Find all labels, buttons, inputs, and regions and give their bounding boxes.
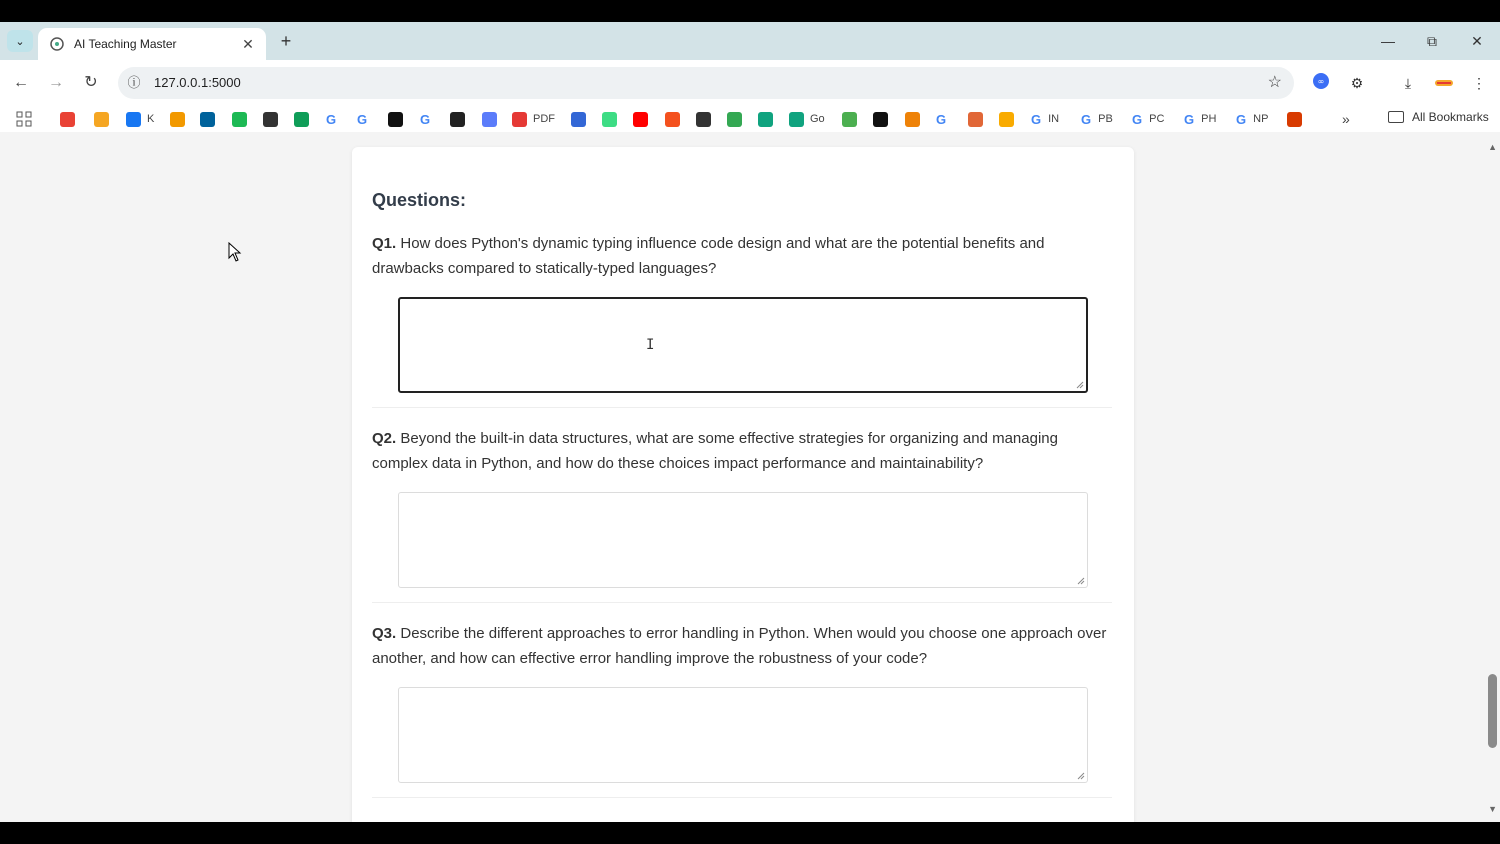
globe-icon: [263, 112, 278, 127]
arrow-icon: [60, 112, 75, 127]
terminal-icon: [873, 112, 888, 127]
bookmark-item[interactable]: [1236, 110, 1268, 128]
google-icon: G: [1236, 111, 1247, 127]
bookmark-label: IN: [1048, 113, 1060, 125]
facebook-icon: [126, 112, 141, 127]
browser-toolbar: [0, 60, 1500, 106]
resize-grip-icon[interactable]: [1077, 577, 1085, 585]
github-icon: [388, 112, 403, 127]
address-bar[interactable]: [118, 67, 1294, 99]
google-icon: G: [420, 111, 431, 127]
pill-icon: [696, 112, 711, 127]
answer-2-textarea[interactable]: [398, 492, 1088, 588]
bookmark-item[interactable]: [905, 110, 923, 128]
question-3: [372, 621, 1112, 671]
bookmark-item[interactable]: [126, 110, 154, 128]
ring-icon: [727, 112, 742, 127]
profile-avatar-icon[interactable]: [1433, 72, 1455, 94]
android-icon: [602, 112, 617, 127]
question-number: Q1.: [372, 235, 397, 252]
bookmark-item[interactable]: [936, 110, 950, 128]
bookmark-item[interactable]: [512, 110, 555, 128]
divider: [372, 602, 1112, 603]
ieee-icon: [200, 112, 215, 127]
bookmark-item[interactable]: [200, 110, 218, 128]
bookmark-item[interactable]: [758, 110, 776, 128]
divider: [372, 407, 1112, 408]
bookmark-label: PC: [1149, 113, 1165, 125]
bookmark-item[interactable]: [1184, 110, 1216, 128]
mouse-pointer-icon: [228, 242, 242, 267]
extensions-puzzle-icon[interactable]: ⚙: [1350, 75, 1364, 91]
close-tab-icon[interactable]: ✕: [242, 35, 254, 52]
cloud-icon: [482, 112, 497, 127]
bookmark-item[interactable]: [294, 110, 312, 128]
bookmark-item[interactable]: [1287, 110, 1305, 128]
bookmark-item[interactable]: [873, 110, 891, 128]
bookmark-item[interactable]: [326, 110, 340, 128]
colab-icon: [999, 112, 1014, 127]
active-tab[interactable]: [38, 28, 266, 60]
bowtie-icon: [571, 112, 586, 127]
answer-1-textarea[interactable]: [398, 297, 1088, 393]
bookmark-item[interactable]: [420, 110, 434, 128]
bookmark-label: PB: [1098, 113, 1113, 125]
youtube-icon: [633, 112, 648, 127]
screen-bottom-border: [0, 822, 1500, 844]
bookmark-item[interactable]: [999, 110, 1017, 128]
svg-text:∞: ∞: [1317, 77, 1325, 86]
bookmark-item[interactable]: [571, 110, 589, 128]
resize-grip-icon[interactable]: [1077, 772, 1085, 780]
bookmark-label: PH: [1201, 113, 1217, 125]
bookmark-item[interactable]: [60, 110, 78, 128]
bookmark-item[interactable]: [1031, 110, 1059, 128]
ai-teaching-favicon-icon: [48, 35, 66, 53]
new-tab-button[interactable]: +: [280, 31, 292, 51]
office-icon: [1287, 112, 1302, 127]
folder-icon: [1388, 111, 1404, 123]
forward-arrow-icon[interactable]: →: [48, 74, 64, 91]
download-icon[interactable]: ⤓: [1404, 75, 1412, 91]
scroll-down-arrow-icon[interactable]: ▼: [1488, 804, 1497, 814]
google-icon: G: [1031, 111, 1042, 127]
answer-3-textarea[interactable]: [398, 687, 1088, 783]
ok-icon: [905, 112, 920, 127]
scroll-up-arrow-icon[interactable]: ▲: [1488, 142, 1497, 152]
ai-icon: [789, 112, 804, 127]
question-number: Q2.: [372, 430, 397, 447]
bookmark-item[interactable]: [602, 110, 620, 128]
google-icon: G: [357, 111, 368, 127]
chart-icon: [170, 112, 185, 127]
bookmark-item[interactable]: [170, 110, 188, 128]
question-2: [372, 426, 1112, 476]
text-cursor-icon: I: [646, 337, 655, 353]
google-icon: G: [326, 111, 337, 127]
bookmark-item[interactable]: [789, 110, 825, 128]
scroll-thumb[interactable]: [1488, 674, 1497, 748]
bookmark-label: PDF: [533, 113, 555, 125]
bookmark-item[interactable]: [94, 110, 112, 128]
google-icon: G: [1081, 111, 1092, 127]
bookmark-star-icon[interactable]: ☆: [1267, 74, 1282, 91]
questions-card: [352, 147, 1134, 822]
plus-icon: [294, 112, 309, 127]
bookmark-item[interactable]: [665, 110, 683, 128]
tab-search-button[interactable]: [7, 30, 33, 52]
menu-kebab-icon[interactable]: ⋮: [1472, 75, 1486, 91]
screen-top-border: [0, 0, 1500, 22]
google-icon: G: [1132, 111, 1143, 127]
vertical-scrollbar[interactable]: [1484, 132, 1500, 822]
back-arrow-icon[interactable]: ←: [13, 74, 29, 91]
question-text: Describe the different approaches to error handling in Python. When would you choose one approach over another, and how can effective error handling improve the robustness of your code?: [372, 625, 1107, 667]
url-text[interactable]: 127.0.0.1:5000: [154, 75, 241, 90]
bookmark-item[interactable]: [388, 110, 406, 128]
bookmark-label: NP: [1253, 113, 1269, 125]
bookmark-item[interactable]: [357, 110, 371, 128]
question-number: Q3.: [372, 625, 397, 642]
green-icon: [232, 112, 247, 127]
question-1: [372, 231, 1112, 281]
question-text: How does Python's dynamic typing influence code design and what are the potential benefits and drawbacks compared to statically-typed languages?: [372, 235, 1045, 277]
bookmark-item[interactable]: [1132, 110, 1164, 128]
bookmark-item[interactable]: [696, 110, 714, 128]
google-icon: G: [1184, 111, 1195, 127]
bookmark-item[interactable]: [450, 110, 468, 128]
apps-grid-icon[interactable]: [16, 110, 32, 128]
ai-icon: [758, 112, 773, 127]
z-icon: [665, 112, 680, 127]
orange-icon: [94, 112, 109, 127]
pdf-icon: [512, 112, 527, 127]
reload-icon[interactable]: ↻: [84, 74, 98, 91]
all-bookmarks-label: All Bookmarks: [1412, 110, 1489, 124]
circle-icon: [450, 112, 465, 127]
site-info-icon[interactable]: ⓘ: [127, 75, 141, 90]
bookmark-item[interactable]: [633, 110, 651, 128]
bookmark-item[interactable]: [968, 110, 986, 128]
page-viewport: [0, 132, 1500, 822]
bookmarks-bar: [0, 106, 1500, 132]
minimize-icon[interactable]: —: [1381, 33, 1395, 49]
all-bookmarks-button[interactable]: [1388, 110, 1489, 124]
bookmark-item[interactable]: [842, 110, 860, 128]
bookmark-item[interactable]: [1081, 110, 1113, 128]
bookmark-label: Go: [810, 113, 825, 125]
questions-heading: Questions:: [372, 190, 467, 210]
bookmark-label: K: [147, 113, 155, 125]
divider: [372, 797, 1112, 798]
resize-grip-icon[interactable]: [1076, 381, 1084, 389]
square-icon: [842, 112, 857, 127]
restore-icon[interactable]: ⧉: [1427, 33, 1437, 49]
bookmark-item[interactable]: [232, 110, 250, 128]
matlab-icon: [968, 112, 983, 127]
question-text: Beyond the built-in data structures, what are some effective strategies for organizing and managing complex data in Python, and how do these choices impact performance and maintainability?: [372, 430, 1058, 472]
close-window-icon[interactable]: ✕: [1471, 33, 1483, 49]
bookmark-item[interactable]: [482, 110, 500, 128]
tab-title: AI Teaching Master: [74, 37, 177, 51]
google-icon: G: [936, 111, 947, 127]
chevron-down-icon: ⌄: [15, 35, 25, 48]
extension-copilot-icon[interactable]: [1310, 72, 1332, 94]
bookmark-item[interactable]: [727, 110, 745, 128]
bookmark-item[interactable]: [263, 110, 281, 128]
more-bookmarks-chevron-icon[interactable]: »: [1342, 111, 1350, 127]
tab-strip: [0, 22, 1500, 60]
